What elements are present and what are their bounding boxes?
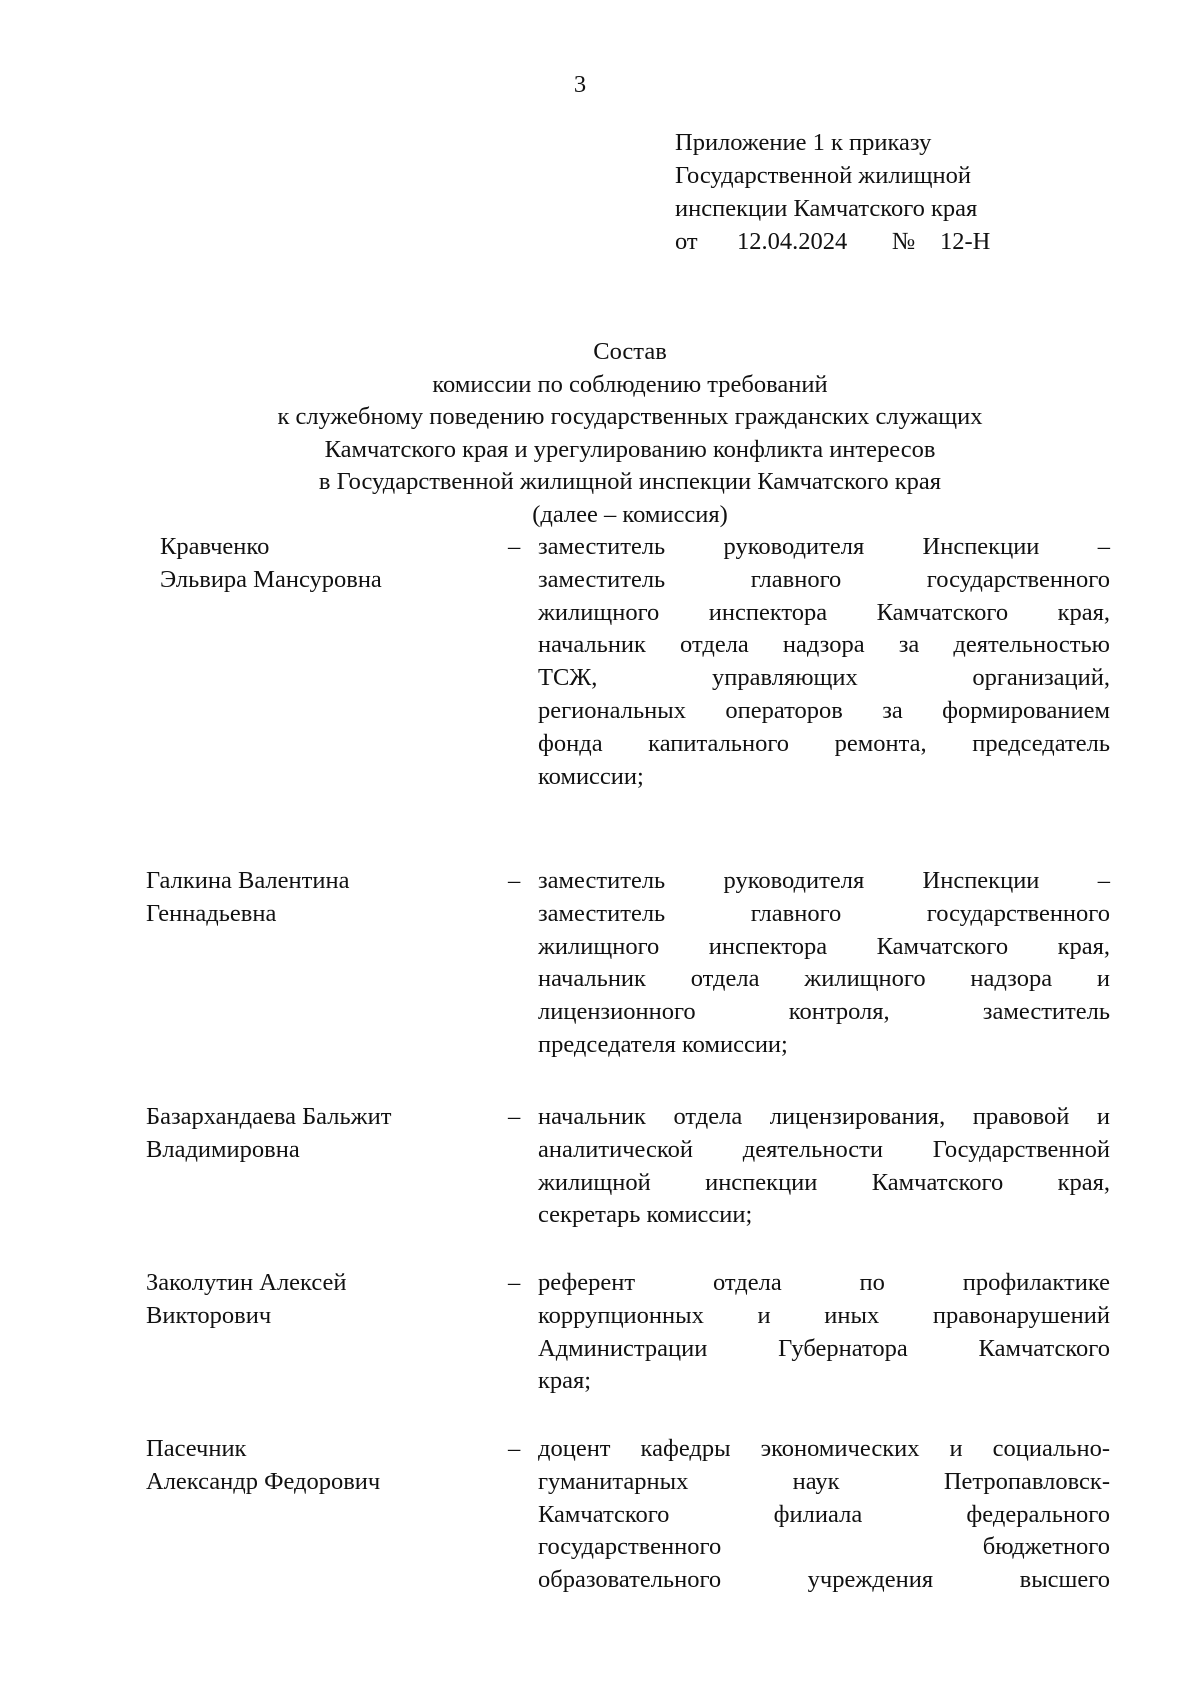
member-role: заместитель руководителя Инспекции – заместитель главного государственного жилищного инспектора Камчатского края, начальник отдела надзора за деятельностью ТСЖ, управляющих организаций, региональных операторов за формированием фонда капитального ремонта, председатель комиссии; xyxy=(538,533,1110,790)
title-line: комиссии по соблюдению требований xyxy=(432,370,828,398)
dash-separator: – xyxy=(508,1269,521,1296)
from-label: от xyxy=(675,228,698,255)
member-name: Кравченко Эльвира Мансуровна xyxy=(160,533,382,593)
appendix-line: Государственной жилищной xyxy=(675,162,972,189)
member-name: Заколутин Алексей Викторович xyxy=(146,1269,347,1329)
member-name: Пасечник Александр Федорович xyxy=(146,1435,381,1495)
member-role: референт отдела по профилактике коррупционных и иных правонарушений Администрации Губернатора Камчатского края; xyxy=(538,1269,1110,1395)
appendix-header xyxy=(675,126,1095,258)
title-line: Камчатского края и урегулированию конфликта интересов xyxy=(324,435,936,463)
member-name: Базархандаева Бальжит Владимировна xyxy=(146,1103,392,1163)
appendix-line: Приложение 1 к приказу xyxy=(675,129,932,156)
member-role: доцент кафедры экономических и социально- гуманитарных наук Петропавловск- Камчатского филиала федерального государственного бюджетного образовательного учреждения высшего xyxy=(538,1435,1110,1594)
member-role: заместитель руководителя Инспекции – заместитель главного государственного жилищного инспектора Камчатского края, начальник отдела жилищного надзора и лицензионного контроля, заместитель председателя комиссии; xyxy=(538,867,1110,1058)
document-title xyxy=(0,336,1200,531)
dash-separator: – xyxy=(508,533,521,560)
dash-separator: – xyxy=(508,867,521,894)
title-line: к служебному поведению государственных гражданских служащих xyxy=(277,403,983,430)
order-date: 12.04.2024 xyxy=(737,228,848,255)
title-line: Состав xyxy=(593,338,667,365)
dash-separator: – xyxy=(508,1103,521,1130)
order-reference xyxy=(675,225,1095,258)
dash-separator: – xyxy=(508,1435,521,1462)
member-name: Галкина Валентина Геннадьевна xyxy=(146,867,350,927)
title-line: (далее – комиссия) xyxy=(532,500,728,528)
member-role: начальник отдела лицензирования, правовой и аналитической деятельности Государственной жилищной инспекции Камчатского края, секретарь комиссии; xyxy=(538,1103,1110,1229)
appendix-line: инспекции Камчатского края xyxy=(675,195,978,222)
page-number: 3 xyxy=(573,71,587,98)
title-line: в Государственной жилищной инспекции Камчатского края xyxy=(318,468,942,495)
number-sign: № xyxy=(892,228,916,255)
order-number: 12-Н xyxy=(940,228,991,255)
